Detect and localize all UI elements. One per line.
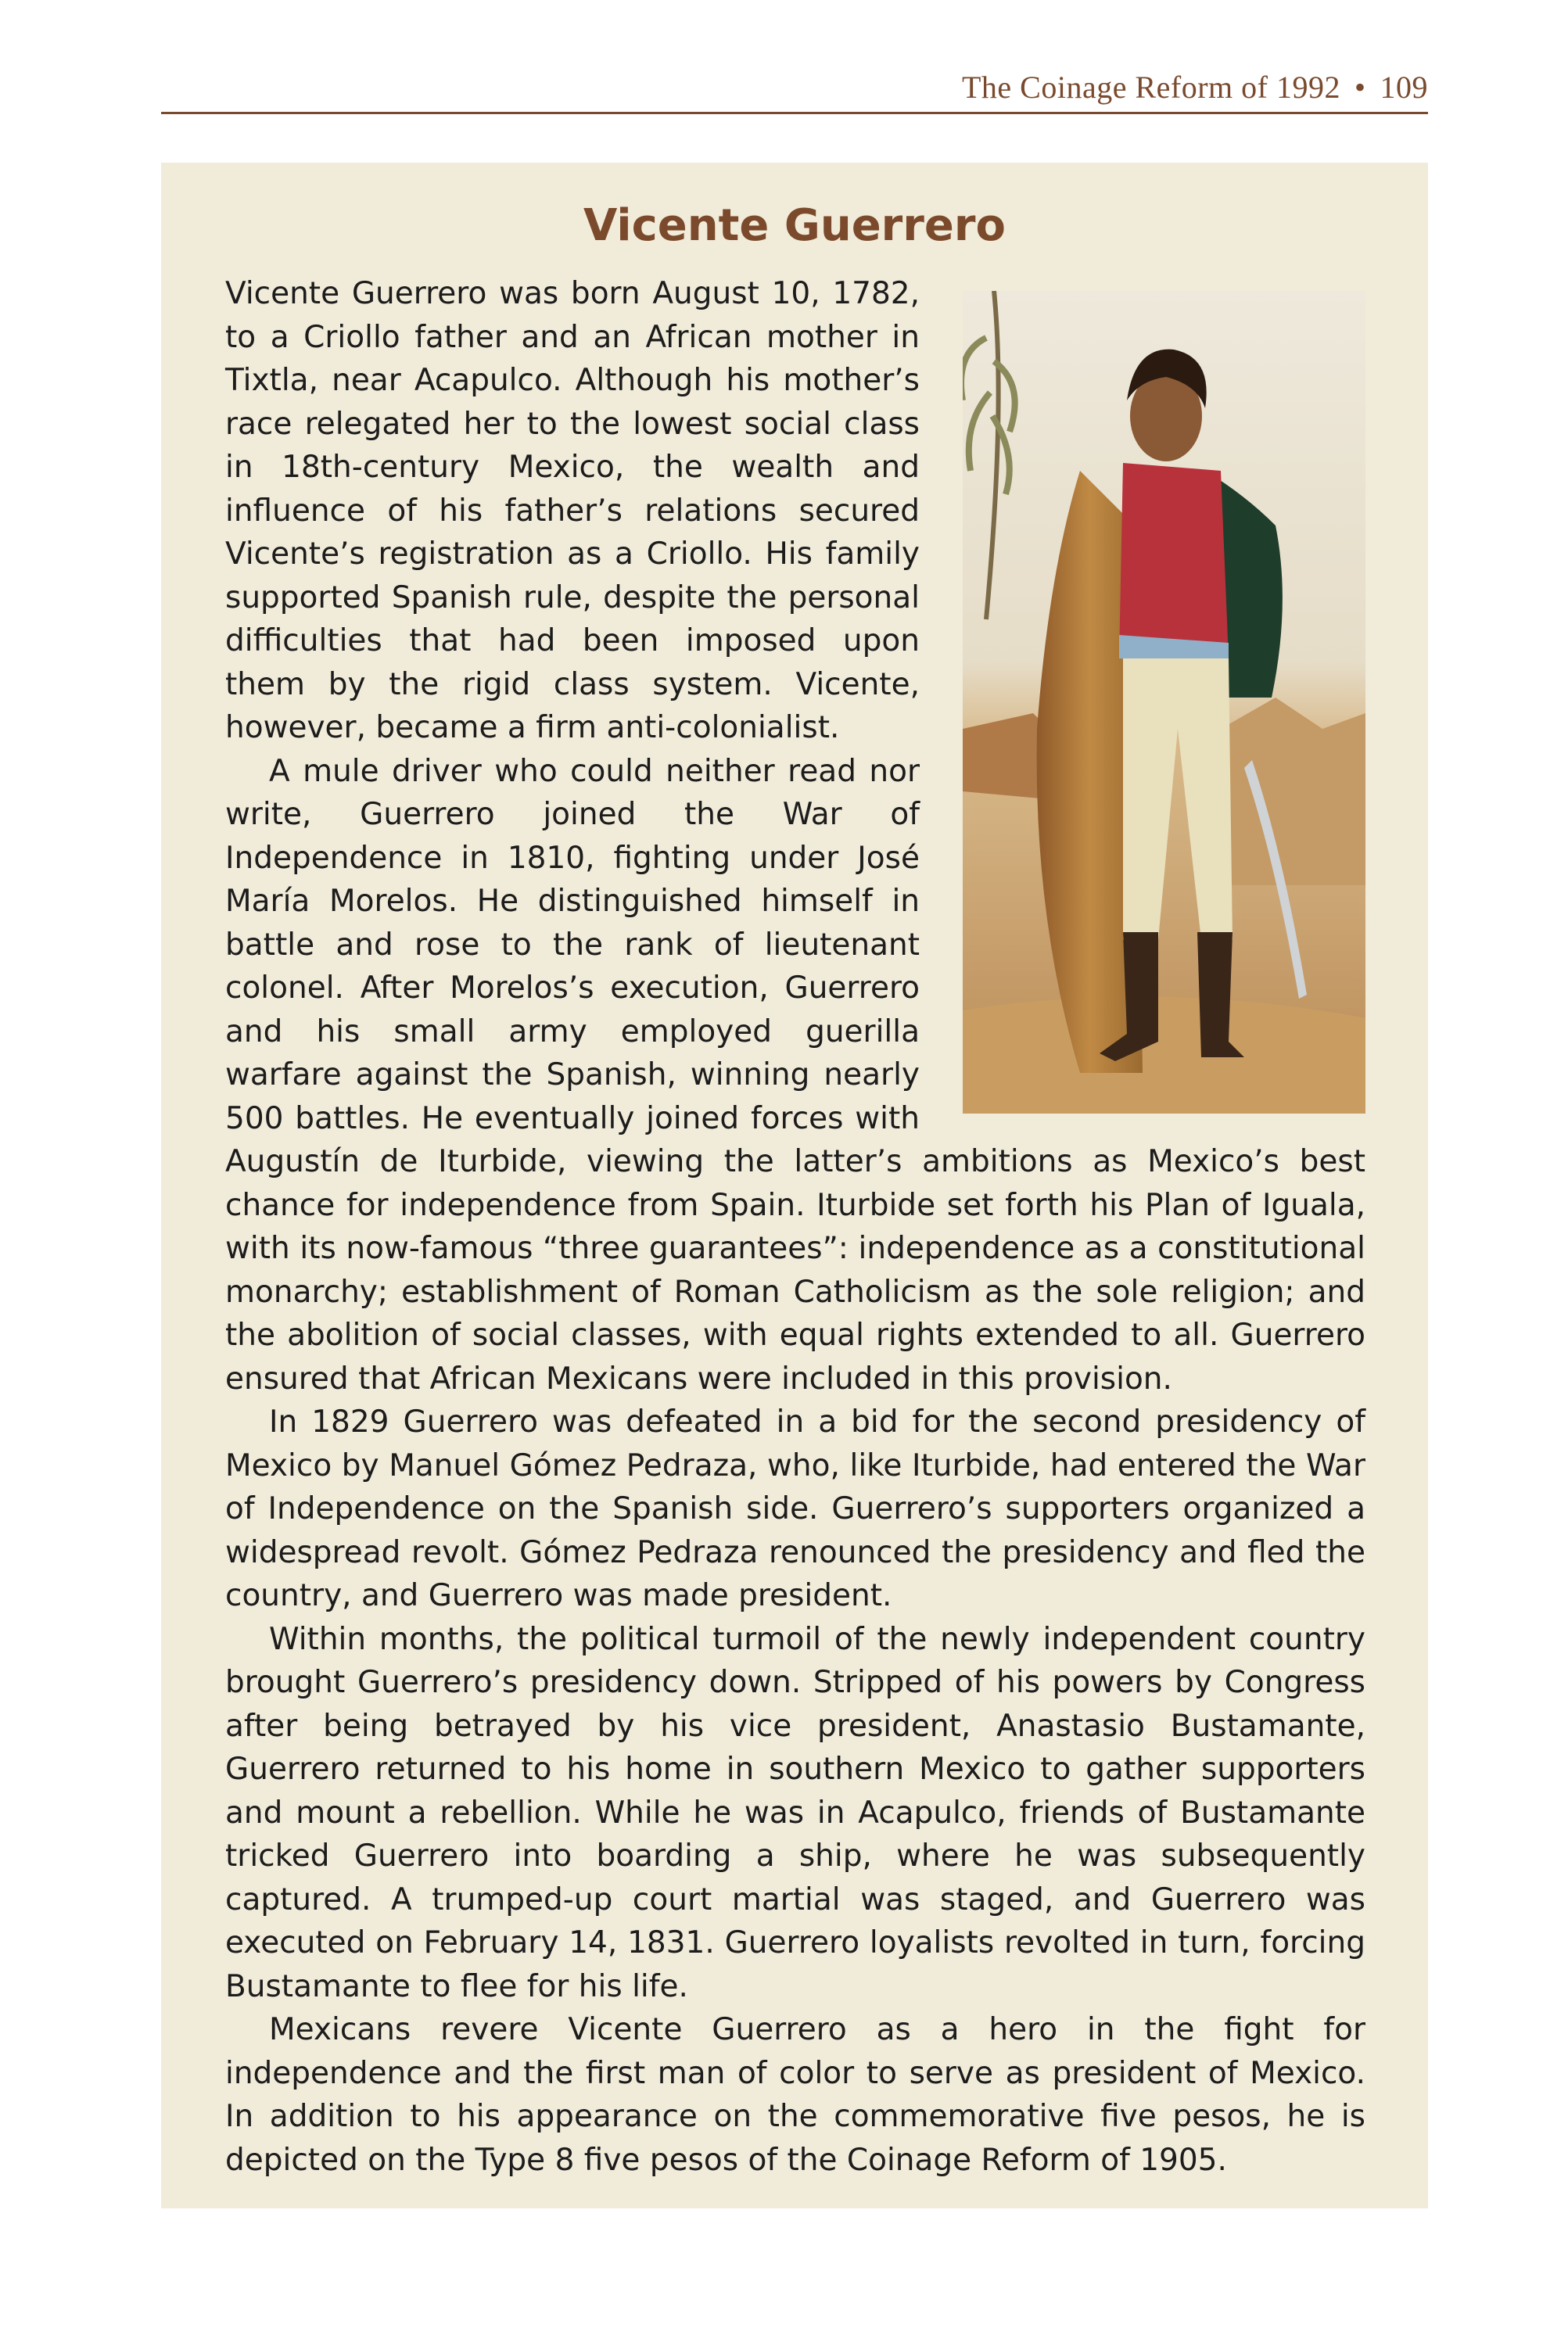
paragraph-3: In 1829 Guerrero was defeated in a bid for the second presidency of Mexico by Manuel Gómez Pedraza, who, like Iturbide, had entered the War of Independence on the Spanish side. Guerrero’s supporters organized a widespread revolt. Gómez Pedraza renounced the presidency and fled the country, and Guerrero was made president. (225, 1404, 1365, 1613)
running-head (161, 69, 1428, 106)
portrait-float-space (920, 272, 1365, 1114)
paragraph-2: A mule driver who could neither read nor write, Guerrero joined the War of Independence in 1810, fighting under José María Morelos. He distinguished himself in battle and rose to the rank of lieutenant colonel. After Morelos’s execution, Guerrero and his small army employed guerilla warfare against the Spanish, winning nearly 500 battles. He eventually joined forces with Augustín de Iturbide, viewing the latter’s ambitions as Mexico’s best chance for independence from Spain. Iturbide set forth his Plan of Iguala, with its now-famous “three guarantees”: independence as a constitutional monarchy; establishment of Roman Catholicism as the sole religion; and the abolition of social classes, with equal rights extended to all. Guerrero ensured that African Mexicans were included in this provision. (225, 753, 1365, 1397)
paragraph-5: Mexicans revere Vicente Guerrero as a hero in the fight for independence and the first man of color to serve as president of Mexico. In addition to his appearance on the commemorative five pesos, he is depicted on the Type 8 five pesos of the Coinage Reform of 1905. (225, 2012, 1365, 2178)
sidebar-box (161, 163, 1428, 2208)
header-separator: • (1354, 70, 1366, 105)
sidebar-title: Vicente Guerrero (583, 200, 1006, 251)
paragraph-4: Within months, the political turmoil of the newly independent country brought Guerrero’s presidency down. Stripped of his powers by Congress after being betrayed by his vice president, Anastasio Bustamante, Guerrero returned to his home in southern Mexico to gather supporters and mount a rebellion. While he was in Acapulco, friends of Bustamante tricked Guerrero into boarding a ship, where he was subsequently captured. A trumped-up court martial was staged, and Guerrero was executed on February 14, 1831. Guerrero loyalists revolted in turn, forcing Bustamante to flee for his life. (225, 1621, 1365, 2004)
running-title: The Coinage Reform of 1992 (961, 70, 1340, 105)
page-number: 109 (1380, 70, 1428, 105)
header-rule (161, 112, 1428, 114)
article-body (225, 272, 1365, 2182)
paragraph-1: Vicente Guerrero was born August 10, 1782, to a Criollo father and an African mother in Tixtla, near Acapulco. Although his mother’s race relegated her to the lowest social class in 18th-century Mexico, the wealth and influence of his father’s relations secured Vicente’s registration as a Criollo. His family supported Spanish rule, despite the personal difficulties that had been imposed upon them by the rigid class system. Vicente, however, became a firm anti-colonialist. (225, 276, 920, 745)
